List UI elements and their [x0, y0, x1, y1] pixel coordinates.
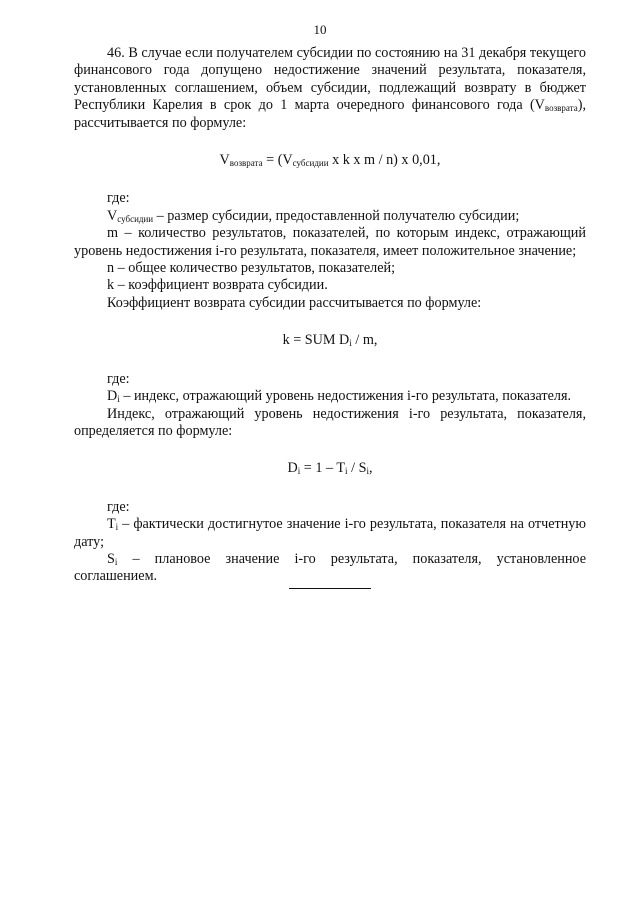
clause-46-paragraph: [74, 45, 586, 132]
clause-46-text: 46. В случае если получателем субсидии по состоянию на 31 декабря текущего финансового года допущено недостижение значений результата, показателя, установленных соглашением, объем субсидии, подлежащий возврату в бюджет Республики Карелия в срок до 1 марта очередного финансового года (V: [74, 45, 586, 114]
d-definition-text: – индекс, отражающий уровень недостижения i-го результата, показателя.: [119, 388, 572, 405]
formula-mid: = (V: [262, 152, 293, 169]
definition-n: n – общее количество результатов, показателей;: [107, 260, 396, 277]
d-subscript: i: [117, 394, 120, 405]
closing-rule: [289, 588, 371, 589]
formula-return-volume: [74, 152, 586, 169]
formula-v-subscript: возврата: [229, 158, 263, 169]
formula-index: [74, 460, 586, 477]
v-subsidy-subscript: субсидии: [117, 213, 154, 224]
formula-t-subscript: i: [345, 466, 348, 477]
where-label-3: где:: [107, 498, 130, 515]
s-definition-text: – плановое значение i-го результата, показателя, установленное соглашением.: [74, 550, 586, 585]
where-label-2: где:: [107, 370, 130, 387]
t-symbol: T: [107, 516, 116, 533]
definition-d: [74, 388, 586, 405]
formula-d-end: ,: [368, 460, 373, 477]
t-subscript: i: [115, 522, 119, 533]
definition-k: k – коэффициент возврата субсидии.: [107, 277, 328, 294]
formula-k-pre: k = SUM D: [282, 332, 350, 349]
s-symbol: S: [107, 550, 115, 567]
page-number: 10: [313, 22, 327, 37]
v-definition-text: – размер субсидии, предоставленной получателю субсидии;: [153, 207, 520, 224]
formula-d-slash: / S: [347, 460, 367, 477]
formula-subsidy-subscript: субсидии: [292, 158, 329, 169]
definition-s: [74, 551, 586, 586]
clause-46-tail: ), рассчитывается по формуле:: [74, 97, 586, 131]
s-subscript: i: [114, 556, 118, 567]
formula-k-post: / m,: [351, 332, 378, 349]
formula-d-subscript: i: [297, 466, 301, 477]
k-formula-intro: Коэффициент возврата субсидии рассчитывается по формуле:: [107, 294, 482, 311]
t-definition-text: – фактически достигнутое значение i-го результата, показателя на отчетную дату;: [74, 516, 586, 550]
definition-m: m – количество результатов, показателей, по которым индекс, отражающий уровень недостижения i-го результата, показателя, имеет положительное значение;: [74, 225, 586, 259]
v-return-subscript: возврата: [544, 103, 578, 114]
formula-v-symbol: V: [219, 152, 230, 169]
formula-d-mid: = 1 – T: [300, 460, 346, 477]
formula-k-subscript: i: [349, 338, 352, 349]
formula-rhs: x k x m / n) x 0,01,: [328, 152, 441, 169]
document-body: [74, 45, 586, 589]
d-symbol: D: [107, 388, 118, 405]
where-label: где:: [107, 190, 130, 207]
definition-t: [74, 516, 586, 551]
formula-d-symbol: D: [287, 460, 298, 477]
v-symbol: V: [107, 207, 118, 224]
formula-s-subscript: i: [366, 466, 369, 477]
d-formula-intro: Индекс, отражающий уровень недостижения i-го результата, показателя, определяется по формуле:: [74, 405, 586, 439]
definition-v-subsidy: [74, 208, 586, 225]
formula-coefficient: [74, 332, 586, 349]
